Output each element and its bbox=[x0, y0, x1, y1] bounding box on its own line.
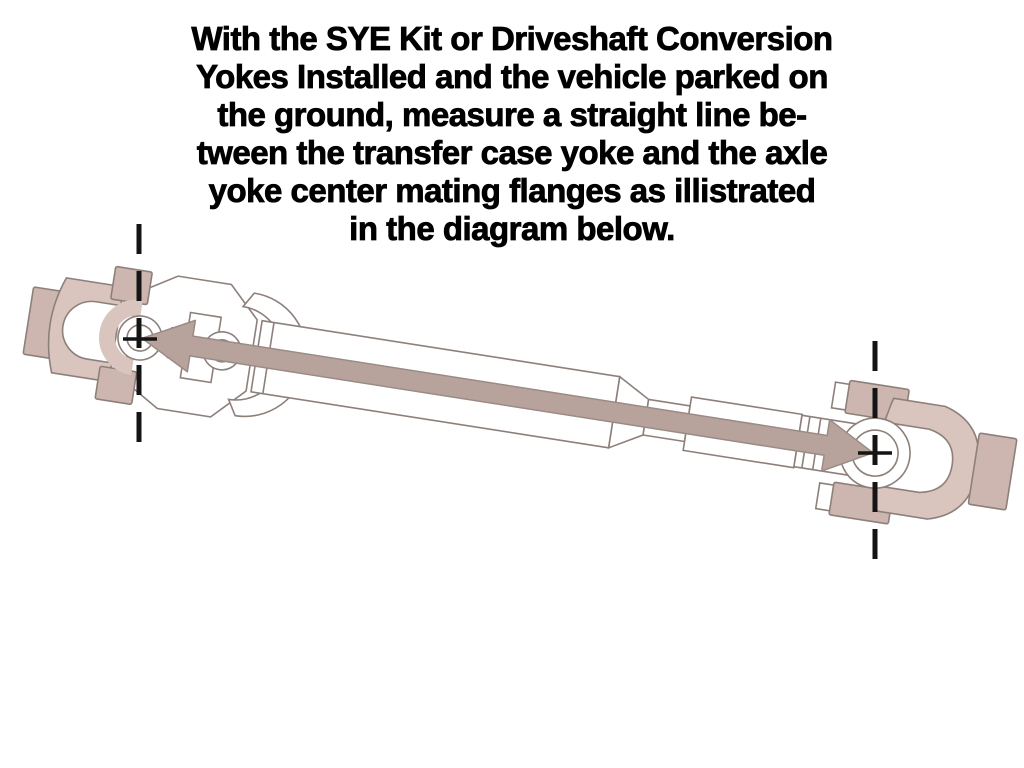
instruction-line: With the SYE Kit or Driveshaft Conversion bbox=[191, 20, 833, 57]
driveshaft-assembly bbox=[18, 253, 1022, 541]
left-flange-top bbox=[111, 266, 153, 304]
instruction-line: tween the transfer case yoke and the axle bbox=[196, 134, 828, 171]
instruction-text bbox=[0, 20, 1024, 248]
instruction-line: yoke center mating flanges as illistrated bbox=[208, 172, 816, 209]
instruction-line: in the diagram below. bbox=[349, 210, 675, 247]
instruction-line: Yokes Installed and the vehicle parked on bbox=[196, 58, 828, 95]
instruction-line: the ground, measure a straight line be- bbox=[217, 96, 807, 133]
